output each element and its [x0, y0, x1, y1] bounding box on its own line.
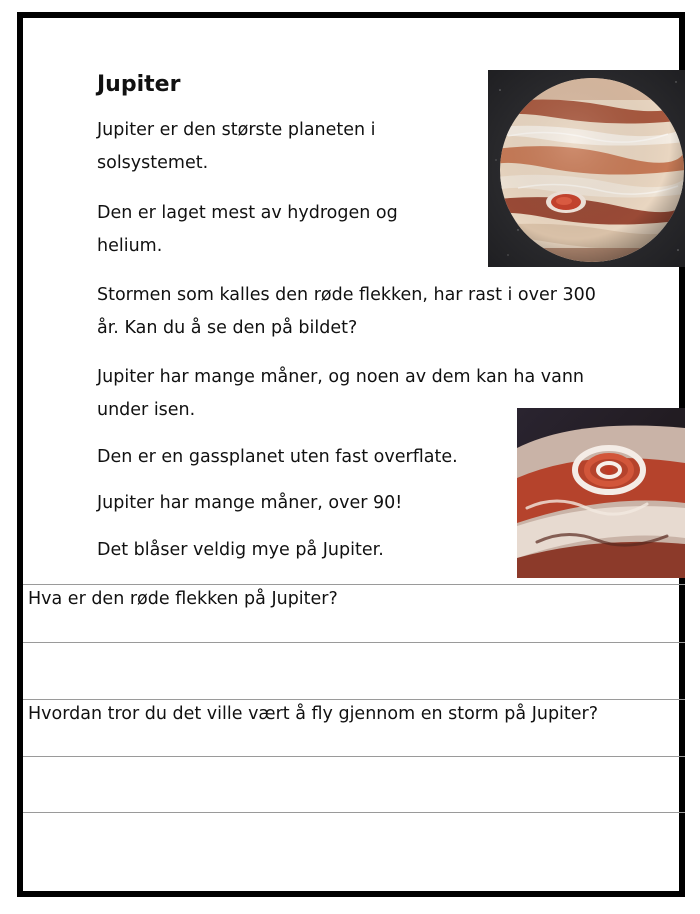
fact-paragraph-5: Den er en gassplanet uten fast overflate. — [97, 447, 458, 467]
fact-paragraph-1: Jupiter er den største planeten i solsystemet. — [97, 120, 376, 173]
page-title: Jupiter — [97, 72, 181, 97]
answer-line — [23, 699, 685, 700]
fact-paragraph-6: Jupiter har mange måner, over 90! — [97, 493, 403, 513]
answer-line[interactable] — [23, 812, 685, 813]
fact-paragraph-3: Stormen som kalles den røde flekken, har rast i over 300 år. Kan du å se den på bildet? — [97, 285, 596, 338]
fact-paragraph-4: Jupiter har mange måner, og noen av dem kan ha vann under isen. — [97, 367, 585, 420]
answer-line[interactable] — [23, 642, 685, 643]
fact-paragraph-2: Den er laget mest av hydrogen og helium. — [97, 203, 398, 256]
fact-paragraph-7: Det blåser veldig mye på Jupiter. — [97, 540, 384, 560]
answer-line — [23, 584, 685, 585]
jupiter-planet-image — [488, 70, 685, 267]
answer-line[interactable] — [23, 756, 685, 757]
question-2: Hvordan tror du det ville vært å fly gjennom en storm på Jupiter? — [28, 704, 599, 724]
jupiter-storm-image — [517, 408, 685, 578]
question-1: Hva er den røde flekken på Jupiter? — [28, 589, 338, 609]
